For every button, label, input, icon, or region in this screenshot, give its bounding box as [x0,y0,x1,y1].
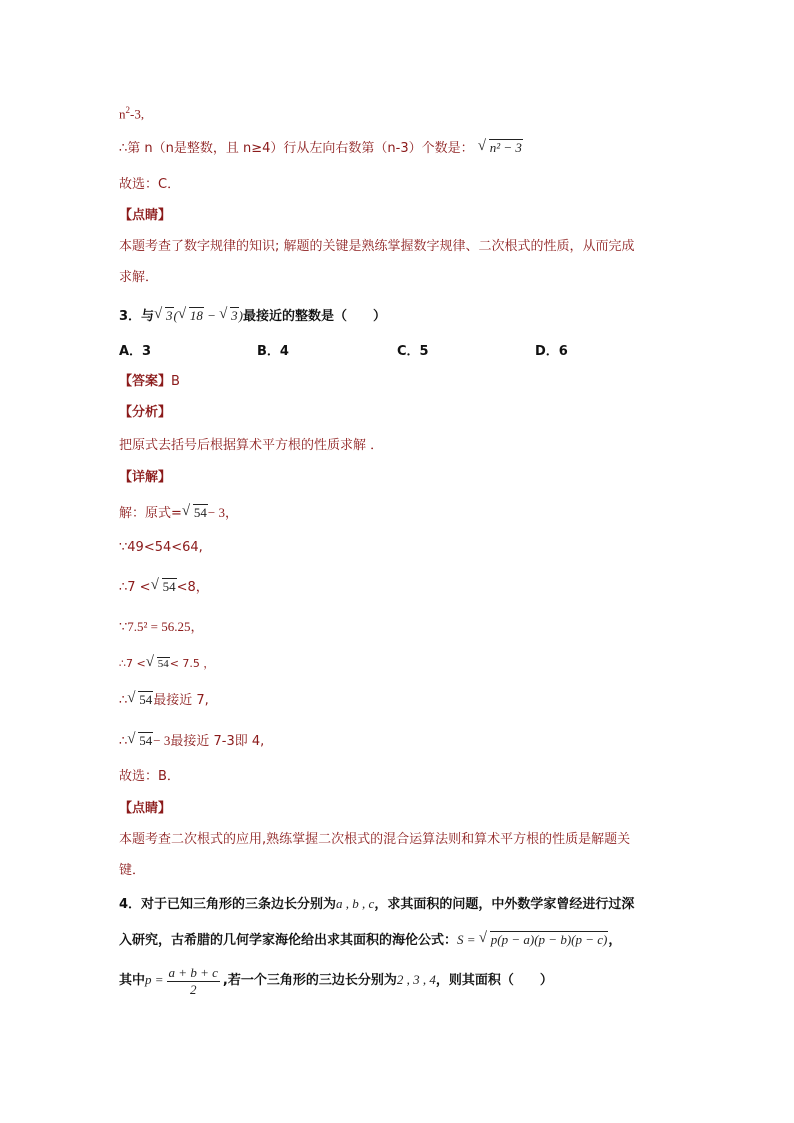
heron-formula: S = √ p(p − a)(p − b)(p − c) [457,932,608,947]
detail-tag: 【详解】 [119,470,172,485]
step-1: 解：原式=√ 54− 3， [119,503,238,524]
tip-text-line-2: 求解． [119,270,159,285]
sqrt-expression: √ n² − 3 [478,140,523,155]
step-8: 故选：B． [119,769,180,784]
answer-choice-line: 故选：C． [119,177,181,192]
n-base: n [119,106,126,122]
step-3: ∴7 <√ 54<8， [119,577,209,598]
side-lengths: 2 , 3 , 4 [396,972,436,987]
sqrt-54: √ 54 [182,505,208,520]
answer-value: B [171,374,180,389]
tip-2-line-2: 键． [119,863,146,878]
step-6: ∴√ 54最接近 7, [119,690,209,711]
step-2: ∵49<54<64, [119,540,203,555]
option-a: A．3 [119,344,152,359]
p-formula: p = $\frac{a + b + c}{2}$ [145,964,218,997]
answer-tag: 【答案】 [119,374,172,389]
analysis-text: 把原式去括号后根据算术平方根的性质求解 ． [119,438,384,453]
question-4-line-1: 4．对于已知三角形的三条边长分别为a , b , c，求其面积的问题，中外数学家曾经进行过深 [119,896,635,912]
question-3-options [119,342,679,362]
option-d: D．6 [535,344,568,359]
step-7: ∴√ 54− 3最接近 7-3即 4, [119,731,264,752]
question-4-line-3: 其中p = $\frac{a + b + c}{2}$ ,若一个三角形的三边长分别为2 , 3 , 4，则其面积（ ） [119,964,553,997]
option-c: C．5 [397,344,429,359]
question-3 [119,306,386,327]
analysis-tag: 【分析】 [119,405,172,420]
conclusion-text: ∴第 n（n是整数，且 n≥4）行从左向右数第（n-3）个数是： [119,141,474,156]
tip-text-line-1: 本题考查了数字规律的知识; 解题的关键是熟练掌握数字规律、二次根式的性质，从而完成 [119,239,635,254]
text-line-n-squared [119,100,144,124]
question-4-line-2: 入研究，古希腊的几何学家海伦给出求其面积的海伦公式：S = √ p(p − a)(p − b)(p − c)， [119,930,621,951]
option-b: B．4 [257,344,289,359]
question-3-prefix: 3．与 [119,309,155,324]
question-3-expression: √ 3(√ 18 − √ 3) [154,308,243,323]
n-tail: -3, [130,106,145,122]
answer-line [119,372,180,392]
exponent: 2 [125,105,130,115]
text-line-conclusion [119,138,523,159]
step-4: ∵7.5² = 56.25， [119,619,204,634]
step-5: ∴7 <√ 54< 7.5 ， [119,654,214,674]
tip-2-line-1: 本题考查二次根式的应用,熟练掌握二次根式的混合运算法则和算术平方根的性质是解题关 [119,832,631,847]
side-variables: a , b , c [336,896,375,911]
tip-tag-2: 【点睛】 [119,801,172,816]
section-tag-tip: 【点睛】 [119,208,172,223]
question-3-suffix: 最接近的整数是（ ） [243,309,387,324]
